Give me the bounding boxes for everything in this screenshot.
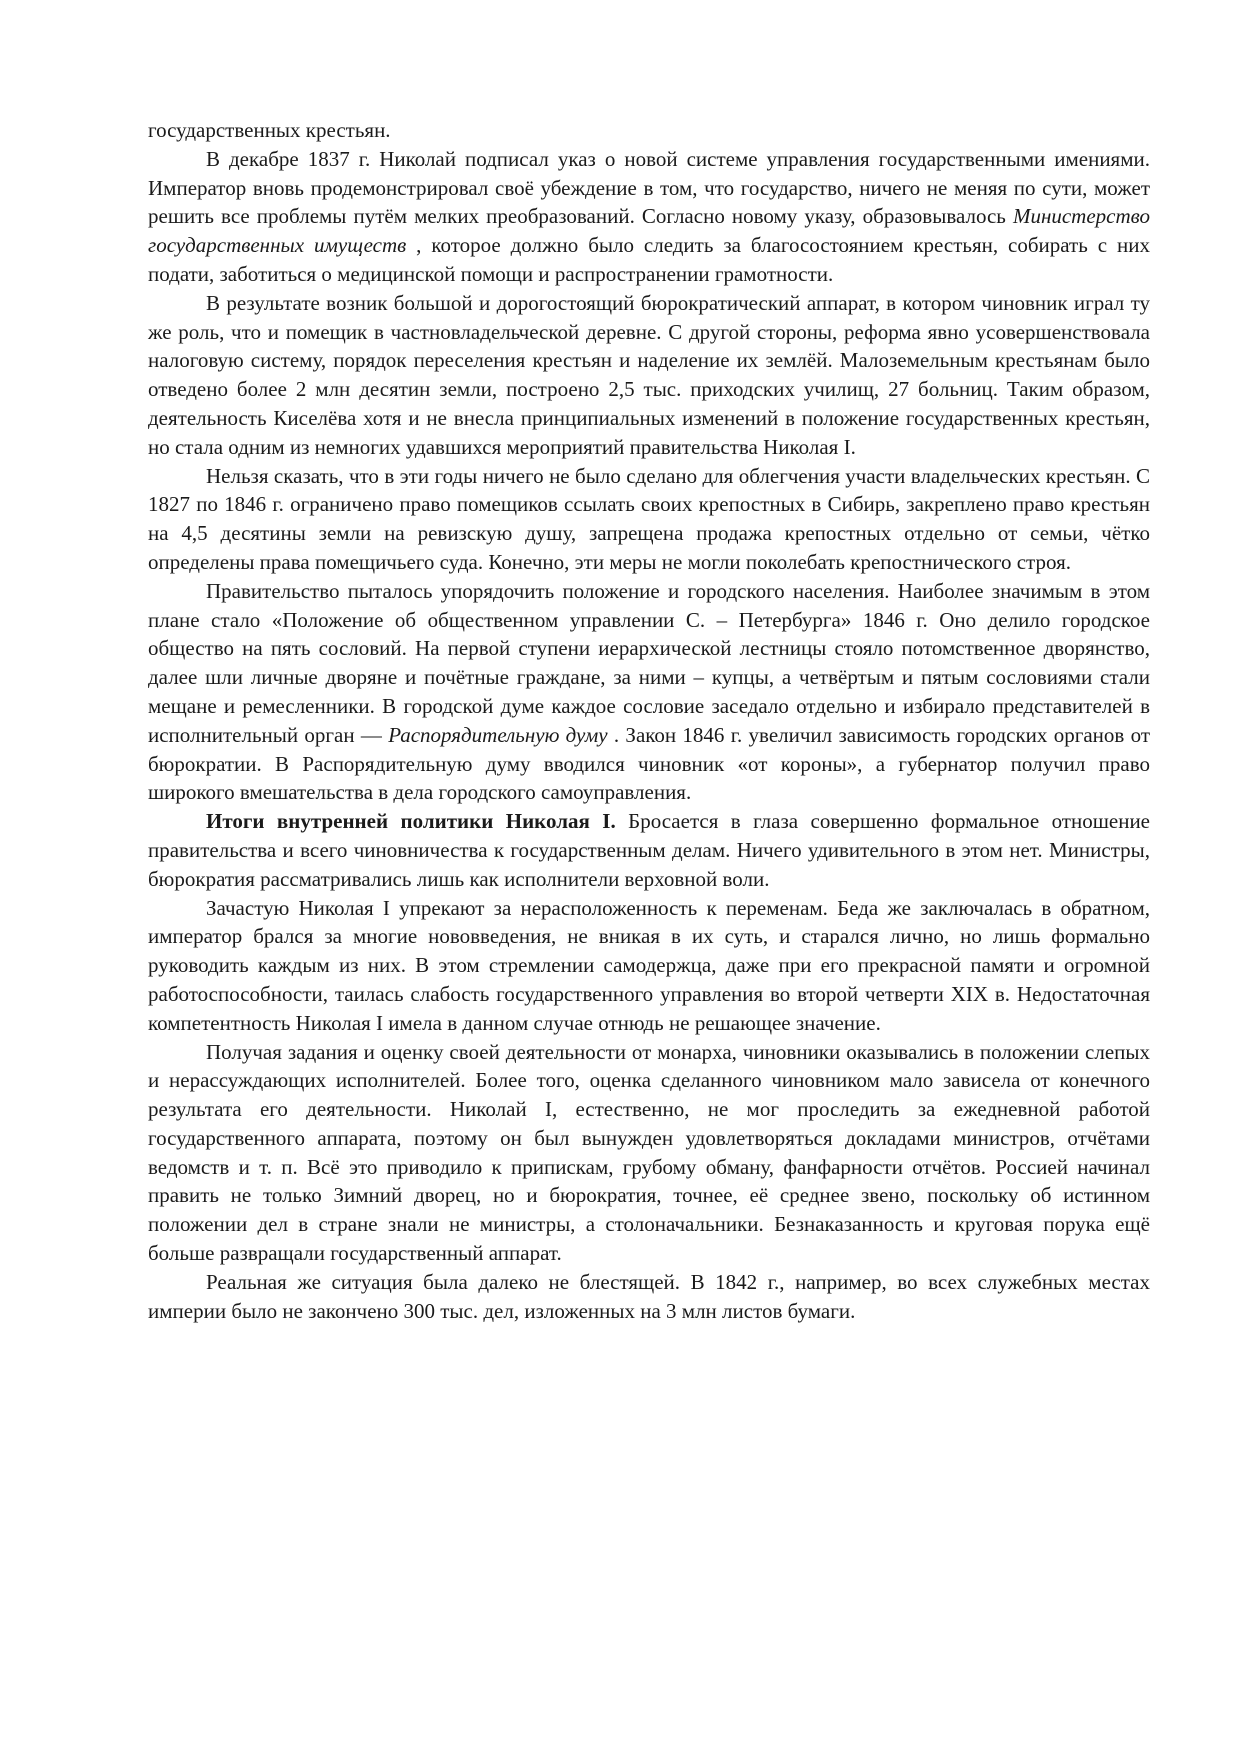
paragraph-text: В результате возник большой и дорогостоящий бюрократический аппарат, в котором чиновник играл ту же роль, что и помещик в частновладельческой деревне. С другой стороны, реформа явно усовершенствовала налоговую систему, порядок переселения крестьян и наделение их землёй. Малоземельным крестьянам было отведено более 2 млн десятин земли, построено 2,5 тыс. приходских училищ, 27 больниц. Таким образом, деятельность Киселёва хотя и не внесла принципиальных изменений в положение государственных крестьян, но стала одним из немногих удавшихся мероприятий правительства Николая I. bbox=[148, 290, 1150, 459]
paragraph-text: Получая задания и оценку своей деятельности от монарха, чиновники оказывались в положении слепых и нерассуждающих исполнителей. Более того, оценка сделанного чиновником мало зависела от конечного результата его деятельности. Николай I, естественно, не мог проследить за ежедневной работой государственного аппарата, поэтому он был вынужден удовлетворяться докладами министров, отчётами ведомств и т. п. Всё это приводило к припискам, грубому обману, фанфарности отчётов. Россией начинал править не только Зимний дворец, но и бюрократия, точнее, её среднее звено, поскольку об истинном положении дел в стране знали не министры, а столоначальники. Безнаказанность и круговая порука ещё больше развращали государственный аппарат. bbox=[148, 1039, 1150, 1266]
paragraph-reluctance-to-change bbox=[148, 894, 1150, 1038]
italic-term-duma: Распорядительную думу bbox=[388, 722, 608, 747]
section-heading: Итоги внутренней политики Николая I. bbox=[206, 809, 616, 834]
paragraph-text: государственных крестьян. bbox=[148, 118, 391, 142]
paragraph-text: . Закон 1846 г. увеличил зависимость городских органов от бюрократии. В Распорядительную думу вводился чиновник «от короны», а губернатор получил право широкого вмешательства в дела городского самоуправления. bbox=[148, 722, 1150, 805]
paragraph-text: Бросается в глаза совершенно формальное отношение правительства и всего чиновничества к государственным делам. Ничего удивительного в этом нет. Министры, бюрократия рассматривались лишь как исполнители верховной воли. bbox=[148, 809, 1151, 891]
paragraph-officials bbox=[148, 1038, 1150, 1268]
paragraph-text: Реальная же ситуация была далеко не блестящей. В 1842 г., например, во всех служебных местах империи было не закончено 300 тыс. дел, изложенных на 3 млн листов бумаги. bbox=[148, 1269, 1150, 1323]
paragraph-text: В декабре 1837 г. Николай подписал указ о новой системе управления государственными имениями. Император вновь продемонстрировал своё убеждение в том, что государство, ничего не меняя по сути, может решить все проблемы путём мелких преобразований. Согласно новому указу, образовывалось bbox=[148, 146, 1150, 229]
paragraph-policy-results bbox=[148, 807, 1150, 893]
italic-term-ministry: Министерство государственных имуществ bbox=[148, 204, 1150, 258]
paragraph-text: , которое должно было следить за благосостоянием крестьян, собирать с них подати, заботиться о медицинской помощи и распространении грамотности. bbox=[148, 233, 1150, 286]
paragraph-ministry-decree bbox=[148, 145, 1150, 289]
paragraph-bureaucracy-result bbox=[148, 289, 1150, 462]
document-page bbox=[148, 116, 1150, 1325]
paragraph-serfs-measures bbox=[148, 462, 1150, 577]
paragraph-text: Зачастую Николая I упрекают за нерасположенность к переменам. Беда же заключалась в обратном, император брался за многие нововведения, не вникая в их суть, и старался лично, но лишь формально руководить каждым из них. В этом стремлении самодержца, даже при его прекрасной памяти и огромной работоспособности, таилась слабость государственного управления во второй четверти XIX в. Недостаточная компетентность Николая I имела в данном случае отнюдь не решающее значение. bbox=[148, 895, 1150, 1035]
paragraph-real-situation bbox=[148, 1268, 1150, 1326]
paragraph-text: Нельзя сказать, что в эти годы ничего не было сделано для облегчения участи владельческих крестьян. С 1827 по 1846 г. ограничено право помещиков ссылать своих крепостных в Сибирь, закреплено право крестьян на 4,5 десятины земли на ревизскую душу, запрещена продажа крепостных отдельно от семьи, чётко определены права помещичьего суда. Конечно, эти меры не могли поколебать крепостнического строя. bbox=[148, 463, 1150, 574]
paragraph-continuation bbox=[148, 116, 1150, 145]
paragraph-city-population bbox=[148, 577, 1150, 807]
paragraph-text: Правительство пыталось упорядочить положение и городского населения. Наиболее значимым в этом плане стало «Положение об общественном управлении С. – Петербурга» 1846 г. Оно делило городское общество на пять сословий. На первой ступени иерархической лестницы стояло потомственное дворянство, далее шли личные дворяне и почётные граждане, за ними – купцы, а четвёртым и пятым сословиями стали мещане и ремесленники. В городской думе каждое сословие заседало отдельно и избирало представителей в исполнительный орган — bbox=[148, 578, 1150, 747]
